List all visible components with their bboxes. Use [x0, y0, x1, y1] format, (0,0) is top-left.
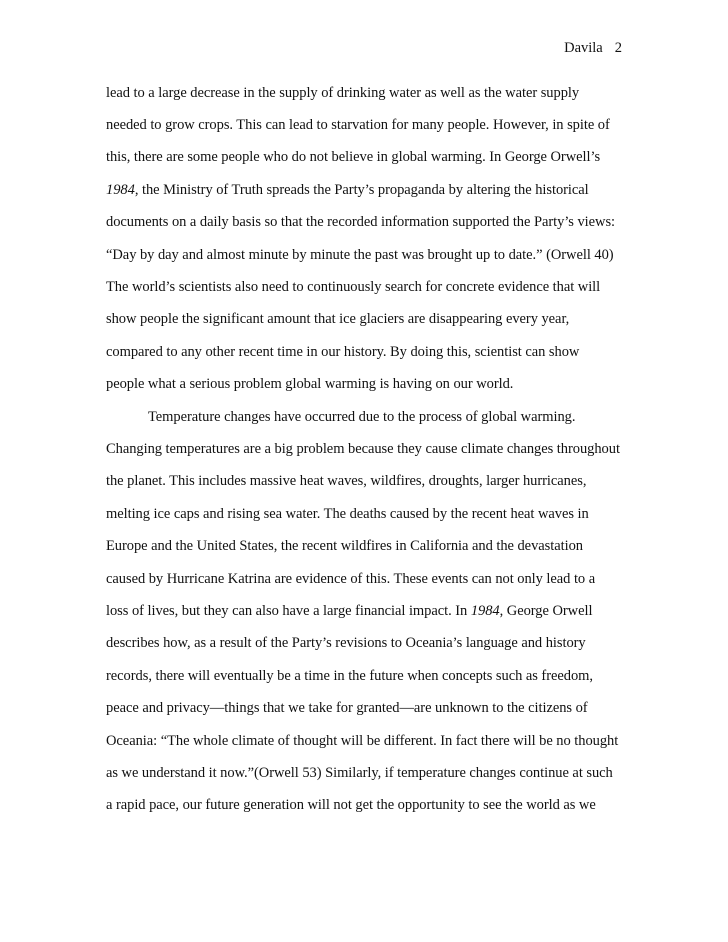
body-line: “Day by day and almost minute by minute the past was brought up to date.” (Orwell 40): [106, 247, 614, 263]
body-line: peace and privacy—things that we take for granted—are unknown to the citizens of: [106, 700, 588, 716]
body-line: as we understand it now.”(Orwell 53) Similarly, if temperature changes continue at such: [106, 765, 613, 781]
body-line: show people the significant amount that ice glaciers are disappearing every year,: [106, 311, 570, 327]
book-title: 1984: [106, 182, 135, 198]
body-line: documents on a daily basis so that the recorded information supported the Party’s views:: [106, 214, 616, 230]
body-line: describes how, as a result of the Party’s revisions to Oceania’s language and history: [106, 635, 586, 651]
header-author: Davila: [564, 40, 603, 56]
body-line: loss of lives, but they can also have a large financial impact. In 1984, George Orwell: [106, 603, 593, 619]
body-line: The world’s scientists also need to continuously search for concrete evidence that will: [106, 279, 601, 295]
body-line: Temperature changes have occurred due to the process of global warming.: [148, 409, 576, 425]
body-line: compared to any other recent time in our history. By doing this, scientist can show: [106, 344, 580, 360]
body-line: melting ice caps and rising sea water. The deaths caused by the recent heat waves in: [106, 506, 589, 522]
body-line: lead to a large decrease in the supply of drinking water as well as the water supply: [106, 85, 580, 101]
body-line: the planet. This includes massive heat waves, wildfires, droughts, larger hurricanes,: [106, 473, 587, 489]
body-line: needed to grow crops. This can lead to starvation for many people. However, in spite of: [106, 117, 610, 133]
body-line: caused by Hurricane Katrina are evidence of this. These events can not only lead to a: [106, 571, 596, 587]
book-title: 1984: [470, 603, 500, 619]
body-line: people what a serious problem global warming is having on our world.: [106, 376, 514, 392]
running-header: [564, 40, 622, 57]
body-line: 1984, the Ministry of Truth spreads the Party’s propaganda by altering the historical: [106, 182, 589, 198]
body-line: a rapid pace, our future generation will not get the opportunity to see the world as we: [106, 797, 596, 813]
body-line: Europe and the United States, the recent wildfires in California and the devastation: [106, 538, 583, 554]
body-line: Oceania: “The whole climate of thought will be different. In fact there will be no thought: [106, 733, 619, 749]
header-page-number: 2: [614, 40, 622, 56]
body-line: Changing temperatures are a big problem because they cause climate changes throughout: [106, 441, 620, 457]
body-line: records, there will eventually be a time in the future when concepts such as freedom,: [106, 668, 593, 684]
body-line: this, there are some people who do not believe in global warming. In George Orwell’s: [106, 149, 601, 165]
